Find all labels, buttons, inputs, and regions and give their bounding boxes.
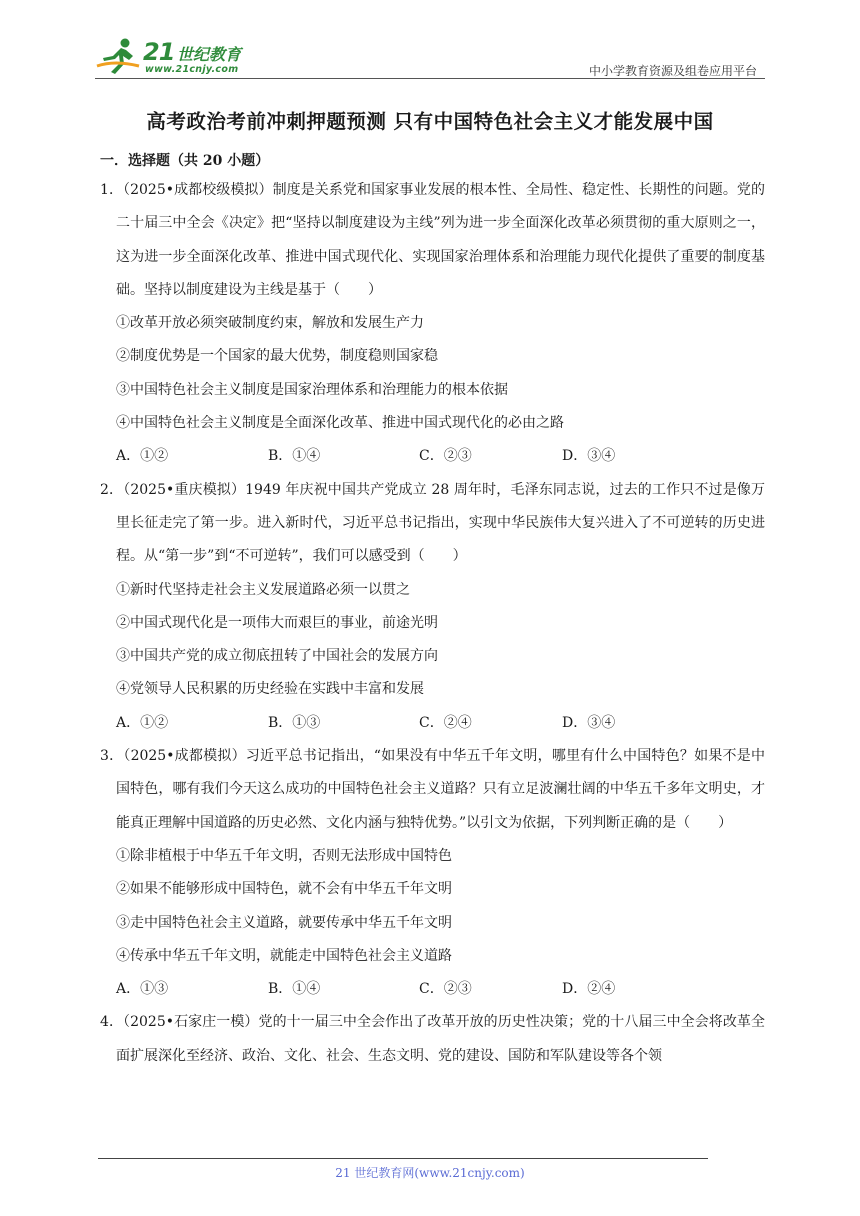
option-statement: ③中国特色社会主义制度是国家治理体系和治理能力的根本依据 [116, 381, 508, 398]
footer-divider [98, 1158, 708, 1159]
logo-name: 世纪教育 [177, 45, 242, 64]
logo [95, 36, 255, 76]
option-statement: ②如果不能够形成中国特色，就不会有中华五千年文明 [116, 881, 452, 898]
choice-b: B．①④ [268, 448, 321, 465]
platform-label: 中小学教育资源及组卷应用平台 [588, 64, 757, 78]
page-header [95, 36, 765, 80]
option-statement: ①改革开放必须突破制度约束，解放和发展生产力 [116, 315, 424, 332]
runner-logo-icon [95, 36, 145, 76]
choice-b: B．①④ [268, 981, 321, 998]
logo-url: www.21cnjy.com [145, 64, 239, 75]
option-statement: ④党领导人民积累的历史经验在实践中丰富和发展 [116, 681, 424, 698]
answer-choices [100, 440, 765, 473]
question-text: 1．（2025•成都校级模拟）制度是关系党和国家事业发展的根本性、全局性、稳定性、长期性的问题。党的二十届三中全会《决定》把“坚持以制度建设为主线”列为进一步全面深化改革必须贯彻的重大原则之一，这为进一步全面深化改革、推进中国式现代化、实现国家治理体系和治理能力现代化提供了重要的制度基础。坚持以制度建设为主线是基于（ ） [100, 182, 765, 298]
question-3 [100, 740, 765, 1006]
option-statement: ③中国共产党的成立彻底扭转了中国社会的发展方向 [116, 648, 438, 665]
option-statement: ①除非植根于中华五千年文明，否则无法形成中国特色 [116, 847, 452, 864]
question-2 [100, 474, 765, 740]
choice-a: A．①② [116, 448, 169, 465]
option-statement: ②制度优势是一个国家的最大优势，制度稳则国家稳 [116, 348, 438, 365]
page-title: 高考政治考前冲刺押题预测 只有中国特色社会主义才能发展中国 [146, 110, 714, 133]
option-statement: ③走中国特色社会主义道路，就要传承中华五千年文明 [116, 914, 452, 931]
option-statement: ②中国式现代化是一项伟大而艰巨的事业，前途光明 [116, 614, 438, 631]
choice-d: D．②④ [562, 981, 616, 998]
footer-link[interactable]: 21 世纪教育网(www.21cnjy.com) [335, 1166, 525, 1180]
option-statement: ①新时代坚持走社会主义发展道路必须一以贯之 [116, 581, 410, 598]
option-statement: ④中国特色社会主义制度是全面深化改革、推进中国式现代化的必由之路 [116, 415, 564, 432]
question-1 [100, 174, 765, 474]
section-heading: 一．选择题（共 20 小题） [100, 153, 270, 169]
choice-d: D．③④ [562, 448, 616, 465]
question-text: 2．（2025•重庆模拟）1949 年庆祝中国共产党成立 28 周年时，毛泽东同志说，过去的工作只不过是像万里长征走完了第一步。进入新时代，习近平总书记指出，实现中华民族伟大复兴进入了不可逆转的历史进程。从“第一步”到“不可逆转”，我们可以感受到（ ） [100, 481, 765, 565]
choice-c: C．②③ [419, 981, 472, 998]
choice-d: D．③④ [562, 714, 616, 731]
question-text: 3．（2025•成都模拟）习近平总书记指出，“如果没有中华五千年文明，哪里有什么中国特色？如果不是中国特色，哪有我们今天这么成功的中国特色社会主义道路？只有立足波澜壮阔的中华五千多年文明史，才能真正理解中国道路的历史必然、文化内涵与独特优势。”以引文为依据，下列判断正确的是（ ） [100, 748, 765, 831]
choice-c: C．②③ [419, 448, 472, 465]
choice-b: B．①③ [268, 714, 321, 731]
choice-c: C．②④ [419, 714, 472, 731]
question-list [100, 150, 765, 1073]
question-text: 4．（2025•石家庄一模）党的十一届三中全会作出了改革开放的历史性决策；党的十八届三中全会将改革全面扩展深化至经济、政治、文化、社会、生态文明、党的建设、国防和军队建设等各个领 [100, 1014, 765, 1064]
question-4 [100, 1006, 765, 1073]
answer-choices [100, 707, 765, 740]
answer-choices [100, 973, 765, 1006]
option-statement: ④传承中华五千年文明，就能走中国特色社会主义道路 [116, 947, 452, 964]
header-divider [95, 78, 765, 79]
logo-mark: 21 [143, 38, 175, 66]
choice-a: A．①② [116, 714, 169, 731]
choice-a: A．①③ [116, 981, 169, 998]
